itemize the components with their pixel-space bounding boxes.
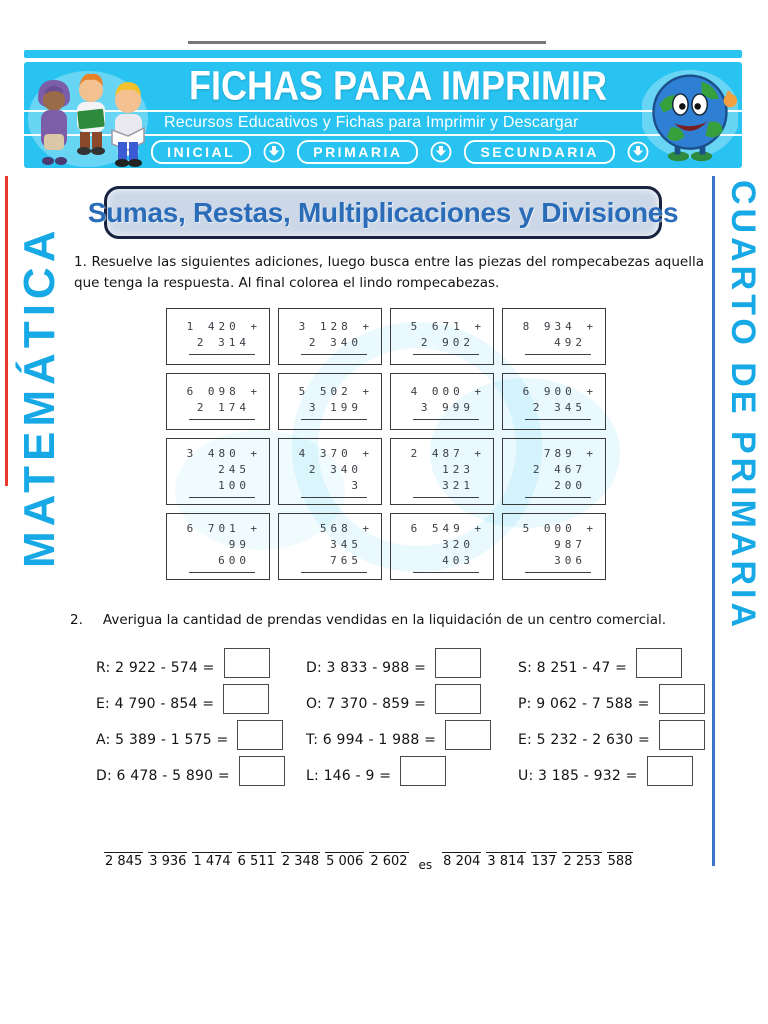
addend: 2 174 (196, 401, 250, 414)
answer-box (223, 684, 269, 714)
addition-problem (278, 513, 382, 580)
addend: 245 (218, 462, 250, 476)
answer-value: 2 253 (563, 854, 601, 869)
worksheet-title-box (87, 186, 679, 239)
subtraction-problem (96, 725, 306, 755)
sum-line (301, 497, 367, 498)
subtraction-grid (96, 650, 696, 794)
addend: 2 487 + (410, 447, 485, 460)
addend: 600 (218, 553, 250, 567)
addition-grid (166, 308, 606, 580)
addend: 3 480 + (186, 447, 261, 460)
addition-problem (278, 438, 382, 505)
addend: 321 (442, 478, 474, 492)
subtraction-label: D: 3 833 - 988 = (306, 660, 427, 676)
subtraction-problem (306, 653, 518, 683)
addition-problem (166, 513, 270, 580)
task2-number: 2. (70, 612, 83, 628)
subtraction-problem (306, 725, 518, 755)
addend: 1 420 + (186, 320, 261, 334)
globe-mascot-illustration (642, 68, 738, 168)
sum-line (189, 419, 255, 420)
subtraction-label: U: 3 185 - 932 = (518, 768, 638, 784)
answer-box (239, 756, 285, 786)
task1-instruction: 1. Resuelve las siguientes adiciones, luego busca entre las piezas del rompecabezas aquella que tenga la respuesta. Al final colorea el lindo rompecabezas. (74, 254, 704, 291)
sum-line (525, 572, 591, 573)
addition-problem (166, 373, 270, 430)
sum-line (301, 354, 367, 355)
addend: 2 340 (308, 462, 362, 476)
addend: 403 (442, 553, 474, 567)
addition-problem (390, 513, 494, 580)
addition-problem (502, 438, 606, 505)
right-margin-line (712, 176, 715, 866)
grade-label-vertical: CUARTO DE PRIMARIA (724, 180, 762, 632)
sum-line (189, 354, 255, 355)
subtraction-problem (518, 689, 705, 719)
sum-line (413, 354, 479, 355)
addition-problem (390, 373, 494, 430)
addend: 2 340 (308, 336, 362, 349)
answer-box (400, 756, 446, 786)
scan-artifact-line (188, 41, 546, 44)
addend: 320 (442, 537, 474, 551)
addition-problem (390, 308, 494, 365)
addend: 100 (218, 478, 250, 492)
subtraction-problem (96, 653, 306, 683)
site-subtitle: Recursos Educativos y Fichas para Imprimir y Descargar (164, 114, 579, 131)
subtraction-label: O: 7 370 - 859 = (306, 696, 427, 712)
answer-value: 2 845 (105, 854, 143, 869)
sum-line (189, 497, 255, 498)
subtraction-problem (96, 761, 306, 791)
answer-value: 2 602 (370, 854, 408, 869)
answer-value: 3 936 (149, 854, 187, 869)
addend: 6 098 + (186, 385, 261, 399)
addend: 568 + (319, 521, 373, 535)
answer-value: 5 006 (326, 854, 364, 869)
site-banner (24, 50, 742, 168)
addend: 3 128 + (298, 320, 373, 334)
nav-button-secundaria[interactable]: SECUNDARIA (464, 140, 614, 164)
subtraction-problem (518, 653, 705, 683)
subtraction-problem (306, 761, 518, 791)
answer-box (659, 684, 705, 714)
addition-problem (166, 308, 270, 365)
sum-line (413, 497, 479, 498)
download-icon[interactable] (430, 141, 452, 163)
addend: 2 467 (532, 462, 586, 476)
answer-box (636, 648, 682, 678)
addend: 200 (554, 478, 586, 492)
subtraction-label: D: 6 478 - 5 890 = (96, 768, 230, 784)
addition-problem (502, 308, 606, 365)
answer-box (224, 648, 270, 678)
answer-box (435, 648, 481, 678)
addition-problem (278, 308, 382, 365)
addition-problem (502, 373, 606, 430)
task2-instruction (70, 612, 666, 628)
addition-problem (502, 513, 606, 580)
sum-line (525, 419, 591, 420)
sum-line (525, 354, 591, 355)
answer-box (435, 684, 481, 714)
addend: 6 701 + (186, 521, 261, 535)
addend: 4 370 + (298, 447, 373, 460)
subtraction-label: P: 9 062 - 7 588 = (518, 696, 650, 712)
answer-value: 3 814 (487, 854, 525, 869)
sum-line (189, 572, 255, 573)
addend: 5 671 + (410, 320, 485, 334)
subtraction-label: T: 6 994 - 1 988 = (306, 732, 437, 748)
answer-box (659, 720, 705, 750)
subtraction-problem (96, 689, 306, 719)
answer-value: 1 474 (193, 854, 231, 869)
answer-value: 2 348 (281, 854, 320, 869)
answer-box (445, 720, 491, 750)
download-icon[interactable] (263, 141, 285, 163)
addend: 345 (330, 537, 362, 551)
left-margin-line (5, 176, 8, 486)
subtraction-label: E: 5 232 - 2 630 = (518, 732, 650, 748)
subject-label-vertical: MATEMÁTICA (15, 225, 64, 568)
addition-problem (166, 438, 270, 505)
addend: 6 900 + (522, 385, 597, 399)
sum-line (413, 419, 479, 420)
addend: 5 502 + (298, 385, 373, 399)
sum-line (301, 572, 367, 573)
addend: 3 999 (420, 401, 474, 414)
answer-value: 8 204 (443, 854, 481, 869)
banner-top-stripe (24, 50, 742, 58)
addition-problem (390, 438, 494, 505)
subtraction-label: A: 5 389 - 1 575 = (96, 732, 229, 748)
addend: 5 000 + (522, 521, 597, 535)
addend: 8 934 + (522, 320, 597, 334)
subtraction-label: S: 8 251 - 47 = (518, 660, 628, 676)
addend: 987 (554, 537, 586, 551)
answer-connector: es (418, 858, 433, 872)
addend: 3 199 (308, 401, 362, 414)
addend: 306 (554, 553, 586, 567)
answer-value: 137 (531, 854, 557, 869)
subtraction-label: E: 4 790 - 854 = (96, 696, 215, 712)
addend: 2 314 (196, 336, 250, 349)
children-mascot-illustration (28, 64, 154, 172)
task2-text: Averigua la cantidad de prendas vendidas en la liquidación de un centro comercial. (102, 612, 667, 628)
site-title: FICHAS PARA IMPRIMIR (189, 62, 607, 109)
worksheet-title: Sumas, Restas, Multiplicaciones y Divisiones (87, 196, 679, 228)
addend: 492 (554, 336, 586, 349)
subtraction-problem (518, 761, 705, 791)
addend: 2 345 (532, 401, 586, 414)
subtraction-label: R: 2 922 - 574 = (96, 660, 215, 676)
banner-main (24, 62, 742, 168)
addend: 4 000 + (410, 385, 485, 399)
subtraction-problem (306, 689, 518, 719)
sum-line (525, 497, 591, 498)
subtraction-label: L: 146 - 9 = (306, 768, 392, 784)
addition-problem (278, 373, 382, 430)
addend: 123 (442, 462, 474, 476)
answer-box (647, 756, 693, 786)
addend: 765 (330, 553, 362, 567)
subtraction-problem (518, 725, 705, 755)
addend: 3 (351, 478, 362, 492)
addend: 2 902 (420, 336, 474, 349)
answer-strip (104, 852, 638, 872)
answer-value: 6 511 (237, 854, 275, 869)
answer-box (237, 720, 283, 750)
sum-line (413, 572, 479, 573)
answer-value: 588 (607, 854, 633, 869)
nav-button-primaria[interactable]: PRIMARIA (297, 140, 418, 164)
sum-line (301, 419, 367, 420)
addend: 6 549 + (410, 521, 485, 535)
nav-button-inicial[interactable]: INICIAL (151, 140, 251, 164)
addend: 789 + (543, 447, 597, 460)
addend: 99 (228, 537, 250, 551)
